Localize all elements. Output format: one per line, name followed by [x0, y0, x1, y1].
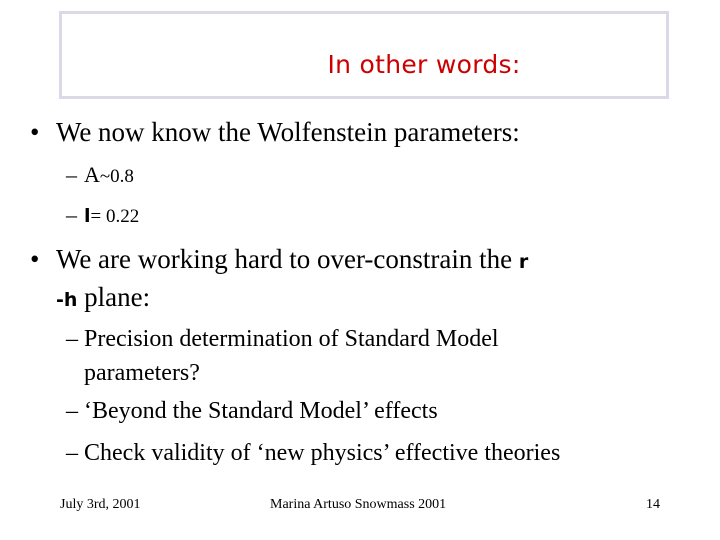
- footer-author: Marina Artuso Snowmass 2001: [270, 497, 447, 512]
- sub-bullet-precision: [66, 326, 499, 353]
- bullet-1-text: We now know the Wolfenstein parameters:: [56, 117, 520, 147]
- bullet-dot: •: [30, 244, 40, 274]
- sub-bullet-beyond-text: ‘Beyond the Standard Model’ effects: [84, 398, 438, 424]
- bullet-2-line2: [56, 282, 150, 313]
- sub-bullet-precision-cont: [84, 360, 200, 387]
- dash: –: [66, 398, 78, 424]
- dash: –: [66, 162, 77, 187]
- value-lambda: = 0.22: [90, 206, 140, 227]
- minus-symbol: -: [56, 289, 64, 311]
- bullet-2-text-line1: We are working hard to over-constrain the: [56, 244, 513, 274]
- sub-bullet-validity: [66, 440, 560, 467]
- bullet-2-text-line2: plane:: [84, 282, 151, 312]
- bullet-dot: •: [30, 117, 40, 147]
- sub-bullet-precision-text-2: parameters?: [84, 360, 200, 386]
- bullet-1: [30, 117, 520, 148]
- sub-bullet-beyond: [66, 398, 438, 425]
- sub-bullet-validity-text: Check validity of ‘new physics’ effective theories: [84, 440, 561, 466]
- lambda-symbol-icon: l: [84, 205, 91, 227]
- dash: –: [66, 440, 78, 466]
- slide-title: In other words:: [327, 50, 521, 79]
- sub-bullet-precision-text: Precision determination of Standard Model: [84, 326, 499, 352]
- footer-date: July 3rd, 2001: [60, 497, 141, 512]
- eta-symbol-icon: h: [63, 289, 78, 311]
- title-box: [59, 11, 669, 99]
- dash: –: [66, 202, 77, 227]
- bullet-2: [30, 244, 529, 275]
- footer-page-number: 14: [646, 497, 660, 512]
- rho-symbol-icon: r: [518, 251, 529, 273]
- value-A: ~0.8: [99, 166, 134, 187]
- dash: –: [66, 326, 78, 352]
- symbol-A: A: [84, 162, 100, 187]
